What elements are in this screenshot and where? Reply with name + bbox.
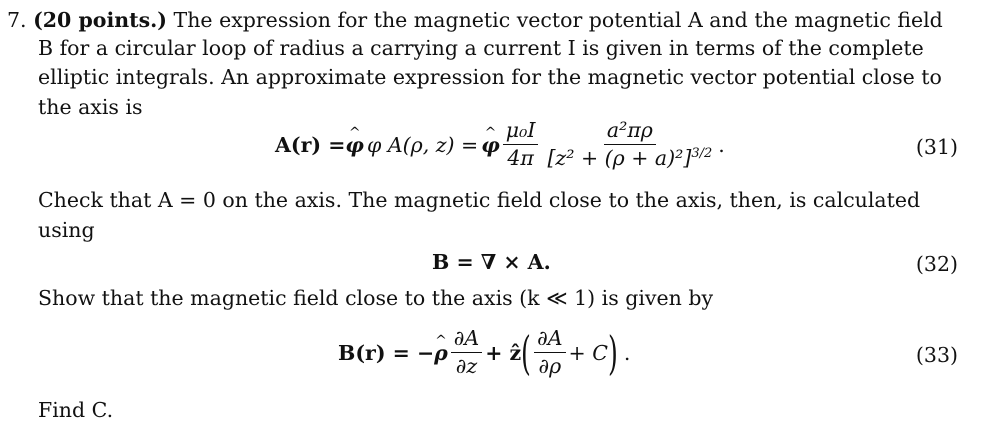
eq33-trail: .	[623, 340, 631, 365]
eq33-frac2-numerator: ∂A	[534, 328, 565, 353]
points-label: (20 points.)	[33, 8, 168, 32]
equation-31-number: (31)	[915, 135, 958, 159]
intro-line-2: B for a circular loop of radius a carrying a current I is given in terms of the complete	[38, 36, 924, 60]
problem-number	[7, 8, 943, 32]
eq31-frac2-numerator: a²πρ	[604, 120, 656, 145]
eq33-frac2-denominator: ∂ρ	[538, 354, 562, 378]
eq31-mid: φ A(ρ, z) =	[366, 132, 479, 157]
problem-number-label: 7.	[7, 8, 27, 32]
eq33-left-paren: (	[521, 326, 532, 380]
eq33-fraction-1	[451, 328, 482, 377]
eq33-fraction-2	[534, 328, 565, 377]
check-line-2: using	[38, 218, 95, 242]
eq31-frac1-numerator: μ₀I	[503, 120, 539, 145]
eq33-frac1-numerator: ∂A	[451, 328, 482, 353]
equation-32: B = ∇ × A.	[432, 250, 551, 274]
eq31-frac2-denominator	[544, 145, 715, 170]
eq33-right-paren: )	[607, 326, 618, 380]
equation-31	[275, 118, 725, 172]
eq31-lhs: A(r) =	[275, 132, 346, 157]
intro-line-3: elliptic integrals. An approximate expression for the magnetic vector potential close to	[38, 65, 942, 89]
intro-line-1: The expression for the magnetic vector potential A and the magnetic field	[173, 8, 943, 32]
check-line-1: Check that A = 0 on the axis. The magnetic field close to the axis, then, is calculated	[38, 188, 921, 212]
intro-line-4: the axis is	[38, 95, 143, 119]
find-line: Find C.	[38, 398, 114, 422]
eq31-phi-hat-2: ^ φ	[481, 135, 500, 156]
equation-33	[338, 322, 630, 384]
eq31-phi-hat: ^ φ	[345, 135, 364, 156]
eq31-exponent: 3/2	[691, 146, 713, 162]
eq31-trail: .	[718, 132, 725, 157]
eq33-plus-c: + C	[568, 340, 608, 365]
eq33-plus-z: + ẑ	[485, 340, 522, 365]
eq31-frac1-denominator: 4π	[507, 146, 534, 170]
eq33-frac1-denominator: ∂z	[455, 354, 478, 378]
eq31-fraction-1	[503, 120, 539, 169]
eq33-rho-hat: ^ ρ	[434, 343, 448, 364]
eq31-fraction-2	[544, 120, 715, 169]
eq31-frac2-den-text: [z² + (ρ + a)²]	[547, 146, 692, 170]
show-line: Show that the magnetic field close to the axis (k ≪ 1) is given by	[38, 286, 714, 310]
equation-32-number: (32)	[915, 252, 958, 276]
equation-33-number: (33)	[915, 343, 958, 367]
eq33-lhs: B(r) = −	[338, 340, 435, 365]
